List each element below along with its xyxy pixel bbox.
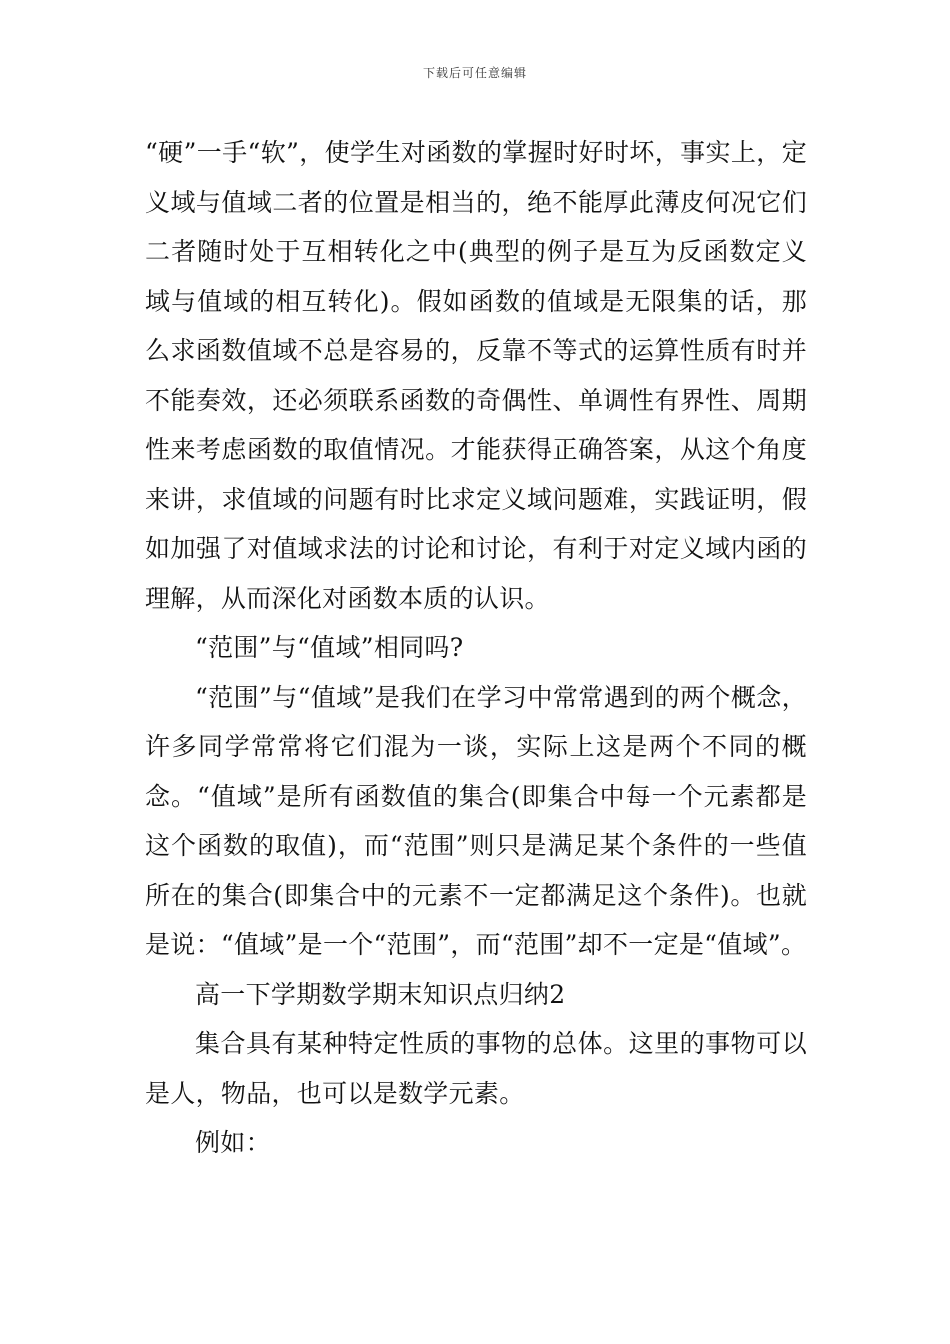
paragraph-2-question: “范围”与“值域”相同吗? [195, 633, 464, 662]
section-heading: 高一下学期数学期末知识点归纳2 [195, 979, 566, 1009]
paragraph-3: “范围”与“值域”是我们在学习中常常遇到的两个概念，许多同学常常将它们混为一谈，实际上这是两个不同的概念。“值域”是所有函数值的集合(即集合中每一个元素都是这个函数的取值)，而“范围”则只是满足某个条件的一些值所在的集合(即集合中的元素不一定都满足这个条件)。也就是说：“值域”是一个“范围”，而“范围”却不一定是“值域”。 [145, 682, 807, 959]
paragraph-6: 例如： [195, 1128, 271, 1157]
paragraph-5: 集合具有某种特定性质的事物的总体。这里的事物可以是人，物品，也可以是数学元素。 [145, 1029, 807, 1108]
paragraph-1: “硬”一手“软”，使学生对函数的掌握时好时坏，事实上，定义域与值域二者的位置是相当的，绝不能厚此薄皮何况它们二者随时处于互相转化之中(典型的例子是互为反函数定义域与值域的相互转化)。假如函数的值域是无限集的话，那么求函数值域不总是容易的，反靠不等式的运算性质有时并不能奏效，还必须联系函数的奇偶性、单调性有界性、周期性来考虑函数的取值情况。才能获得正确答案，从这个角度来讲，求值域的问题有时比求定义域问题难，实践证明，假如加强了对值域求法的讨论和讨论，有利于对定义域内函的理解，从而深化对函数本质的认识。 [145, 138, 807, 613]
header-note: 下载后可任意编辑 [422, 66, 527, 80]
document-body [145, 128, 807, 1168]
